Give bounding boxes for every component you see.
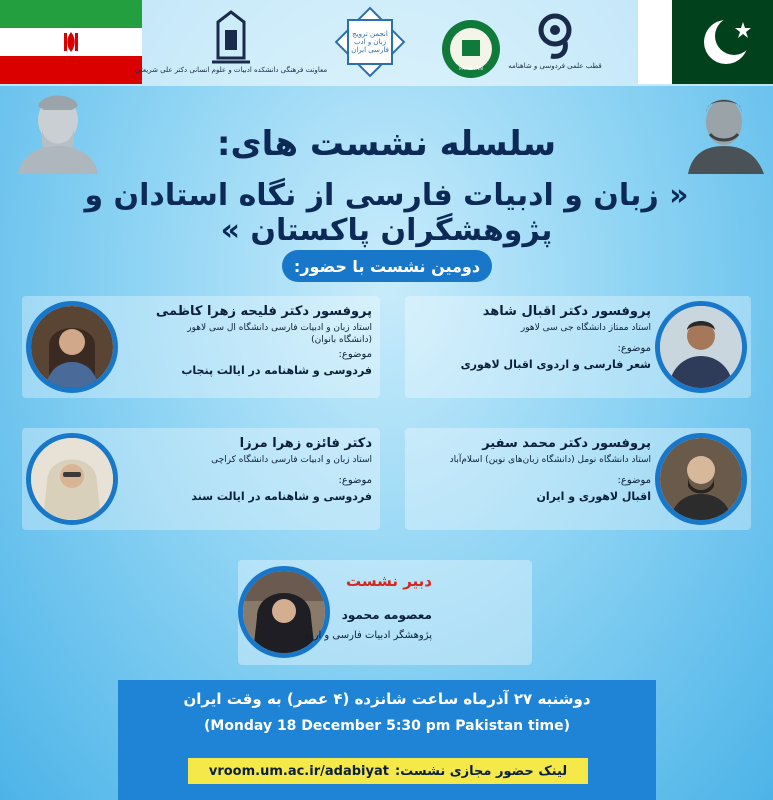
university-caption: معاونت فرهنگی دانشکده ادبیات و علوم انسانی دکتر علی شریعتی bbox=[134, 66, 328, 74]
speaker-card bbox=[405, 296, 751, 398]
speaker-affiliation: استاد زبان و ادبیات فارسی دانشگاه کراچی bbox=[211, 455, 372, 465]
pakistan-flag-icon bbox=[638, 0, 773, 84]
speaker-name: پروفسور دکتر فلیحه زهرا کاظمی bbox=[155, 304, 372, 319]
speaker-affiliation: استاد دانشگاه نومل (دانشگاه زبان‌های نوین) اسلام‌آباد bbox=[449, 455, 651, 465]
topic-label: موضوع: bbox=[617, 475, 651, 486]
schedule-persian: دوشنبه ۲۷ آذرماه ساعت شانزده (۴ عصر) به وقت ایران bbox=[183, 690, 591, 708]
speaker-card bbox=[22, 296, 380, 398]
topic-label: موضوع: bbox=[617, 343, 651, 354]
schedule-panel bbox=[118, 680, 656, 800]
speaker-photo bbox=[655, 433, 747, 525]
society-caption: قطب علمی فردوسی و شاهنامه bbox=[508, 62, 602, 70]
series-title: سلسله نشست های: bbox=[216, 124, 557, 164]
speaker-topic: فردوسی و شاهنامه در ایالت سند bbox=[191, 490, 372, 503]
attendance-pill: دومین نشست با حضور: bbox=[282, 250, 492, 282]
person-icon bbox=[660, 438, 742, 520]
speaker-photo bbox=[26, 301, 118, 393]
university-emblem-icon bbox=[210, 8, 252, 64]
speaker-topic: اقبال لاهوری و ایران bbox=[536, 490, 651, 503]
meeting-url[interactable]: vroom.um.ac.ir/adabiyat bbox=[208, 763, 389, 779]
schedule-english: (Monday 18 December 5:30 pm Pakistan time) bbox=[203, 718, 570, 734]
secretary-role: پژوهشگر ادبیات فارسی و اردو bbox=[304, 630, 432, 641]
person-icon bbox=[31, 306, 113, 388]
speaker-card bbox=[405, 428, 751, 530]
person-icon bbox=[660, 306, 742, 388]
speaker-name: دکتر فائزه زهرا مرزا bbox=[239, 436, 372, 451]
pakistan-caption: PAKISTAN bbox=[459, 66, 483, 72]
topic-label: موضوع: bbox=[338, 349, 372, 360]
secretary-title: دبیر نشست bbox=[345, 572, 432, 590]
speaker-topic: فردوسی و شاهنامه در ایالت پنجاب bbox=[181, 364, 372, 377]
society-emblem-icon bbox=[535, 8, 575, 60]
association-caption: انجمن ترویج زبان و ادب فارسی ایران bbox=[351, 30, 389, 54]
speaker-photo bbox=[26, 433, 118, 525]
topic-label: موضوع: bbox=[338, 475, 372, 486]
speaker-affiliation: استاد زبان و ادبیات فارسی دانشگاه ال سی لاهور bbox=[187, 323, 372, 333]
secretary-name: معصومه محمود bbox=[341, 608, 432, 622]
speaker-name: پروفسور دکتر اقبال شاهد bbox=[482, 304, 651, 319]
secretary-photo bbox=[238, 566, 330, 658]
pakistan-university-logo bbox=[440, 18, 502, 80]
speaker-card bbox=[22, 428, 380, 530]
person-icon bbox=[31, 438, 113, 520]
speaker-topic: شعر فارسی و اردوی اقبال لاهوری bbox=[460, 358, 651, 371]
iran-flag-icon bbox=[0, 0, 142, 84]
speaker-photo bbox=[655, 301, 747, 393]
association-logo bbox=[334, 6, 406, 78]
meeting-link-label: لینک حضور مجازی نشست: bbox=[394, 763, 568, 779]
secretary-card bbox=[238, 560, 532, 665]
speaker-affiliation: استاد ممتاز دانشگاه جی سی لاهور bbox=[520, 323, 651, 333]
meeting-link-bar bbox=[188, 758, 588, 784]
series-subtitle: « زبان و ادبیات فارسی از نگاه استادان و پژوهشگران پاکستان » bbox=[84, 178, 689, 248]
speaker-affiliation-extra: (دانشگاه بانوان) bbox=[311, 335, 372, 345]
speaker-name: پروفسور دکتر محمد سفیر bbox=[482, 436, 651, 451]
university-logo bbox=[134, 8, 328, 74]
society-logo bbox=[508, 8, 602, 70]
